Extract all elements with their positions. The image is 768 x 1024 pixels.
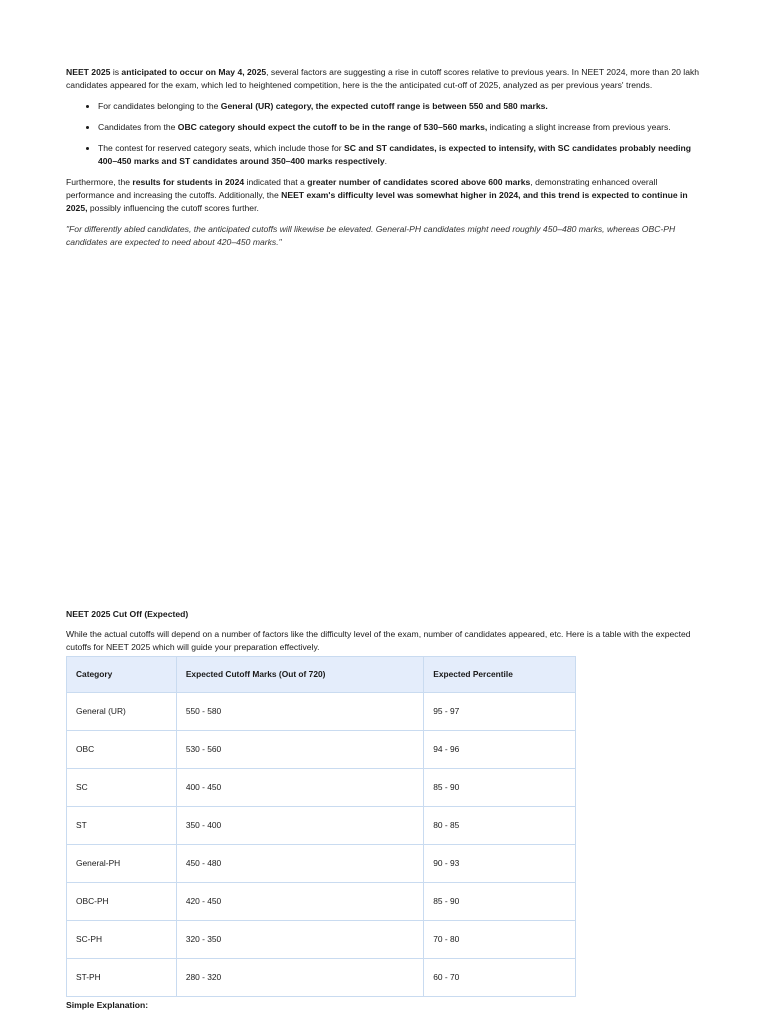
bold-text: greater number of candidates scored above 600 marks bbox=[307, 177, 531, 187]
table-header-row bbox=[67, 657, 576, 693]
cell-category: OBC-PH bbox=[67, 883, 177, 921]
bold-text: General (UR) category, the expected cutoff range is between 550 and 580 marks. bbox=[220, 101, 548, 111]
table-row bbox=[67, 807, 576, 845]
cutoff-section bbox=[66, 608, 704, 997]
cell-category: General-PH bbox=[67, 845, 177, 883]
bullet-sc-st: • The contest for reserved category seats, which include those for SC and ST candidates, is expected to intensify, with SC candidates probably needing 400–450 marks and ST candidates around 350–400 marks respectively. bbox=[98, 142, 704, 168]
cell-percentile: 60 - 70 bbox=[424, 959, 576, 997]
cell-percentile: 90 - 93 bbox=[424, 845, 576, 883]
bullet-obc: • Candidates from the OBC category should expect the cutoff to be in the range of 530–560 marks, indicating a slight increase from previous years. bbox=[98, 121, 704, 134]
header-category: Category bbox=[67, 657, 177, 693]
cell-category: SC bbox=[67, 769, 177, 807]
cell-category: ST-PH bbox=[67, 959, 177, 997]
table-row bbox=[67, 731, 576, 769]
cutoff-bullet-list bbox=[66, 100, 704, 168]
bullet-general: • For candidates belonging to the General (UR) category, the expected cutoff range is between 550 and 580 marks. bbox=[98, 100, 704, 113]
bold-text: OBC category should expect the cutoff to be in the range of 530–560 marks, bbox=[177, 122, 488, 132]
cell-marks: 350 - 400 bbox=[176, 807, 423, 845]
cell-percentile: 94 - 96 bbox=[424, 731, 576, 769]
cell-category: ST bbox=[67, 807, 177, 845]
cell-category: SC-PH bbox=[67, 921, 177, 959]
cell-percentile: 80 - 85 bbox=[424, 807, 576, 845]
table-row bbox=[67, 959, 576, 997]
bold-text: NEET 2025 bbox=[66, 67, 111, 77]
table-row bbox=[67, 769, 576, 807]
bold-text: results for students in 2024 bbox=[132, 177, 245, 187]
cell-marks: 530 - 560 bbox=[176, 731, 423, 769]
cell-category: General (UR) bbox=[67, 693, 177, 731]
table-row bbox=[67, 883, 576, 921]
cell-marks: 400 - 450 bbox=[176, 769, 423, 807]
bold-text: SC and ST candidates, is expected to intensify, with SC candidates probably needing 400–450 marks and ST candidates around 350–400 marks respectively bbox=[98, 143, 692, 166]
cell-percentile: 95 - 97 bbox=[424, 693, 576, 731]
cell-percentile: 70 - 80 bbox=[424, 921, 576, 959]
cutoff-description: While the actual cutoffs will depend on a number of factors like the difficulty level of the exam, number of candidates appeared, etc. Here is a table with the expected cutoffs for NEET 2025 which will guide your preparation effectively. bbox=[66, 629, 691, 652]
header-percentile: Expected Percentile bbox=[424, 657, 576, 693]
cell-marks: 320 - 350 bbox=[176, 921, 423, 959]
table-row bbox=[67, 693, 576, 731]
cell-marks: 280 - 320 bbox=[176, 959, 423, 997]
results-paragraph: Furthermore, the results for students in 2024 indicated that a greater number of candidates scored above 600 marks, demonstrating enhanced overall performance and increasing the cutoffs. Additionally, the NEET exam's difficulty level was somewhat higher in 2024, and this trend is expected to continue in 2025, possibly influencing the cutoff scores further. bbox=[66, 177, 688, 213]
table-row bbox=[67, 921, 576, 959]
cell-percentile: 85 - 90 bbox=[424, 769, 576, 807]
cutoff-table bbox=[66, 656, 576, 997]
intro-paragraph: NEET 2025 is anticipated to occur on May 4, 2025, several factors are suggesting a rise in cutoff scores relative to previous years. In NEET 2024, more than 20 lakh candidates appeared for the exam, which led to heightened competition, here is the the anticipated cut-off of 2025, analyzed as per previous years' trends. bbox=[66, 67, 700, 90]
cell-marks: 450 - 480 bbox=[176, 845, 423, 883]
table-row bbox=[67, 845, 576, 883]
bold-text: NEET exam's difficulty level was somewhat higher in 2024, and this trend is expected to continue in 2025, bbox=[66, 190, 688, 213]
cell-category: OBC bbox=[67, 731, 177, 769]
header-marks: Expected Cutoff Marks (Out of 720) bbox=[176, 657, 423, 693]
cell-marks: 420 - 450 bbox=[176, 883, 423, 921]
cutoff-heading: NEET 2025 Cut Off (Expected) bbox=[66, 609, 189, 619]
simple-explanation-heading: Simple Explanation: bbox=[66, 1000, 149, 1010]
cell-marks: 550 - 580 bbox=[176, 693, 423, 731]
ph-quote: "For differently abled candidates, the anticipated cutoffs will likewise be elevated. General-PH candidates might need roughly 450–480 marks, whereas OBC-PH candidates are expected to need about 420–450 marks." bbox=[66, 224, 676, 247]
bold-text: anticipated to occur on May 4, 2025 bbox=[121, 67, 267, 77]
intro-section bbox=[66, 66, 704, 249]
cell-percentile: 85 - 90 bbox=[424, 883, 576, 921]
